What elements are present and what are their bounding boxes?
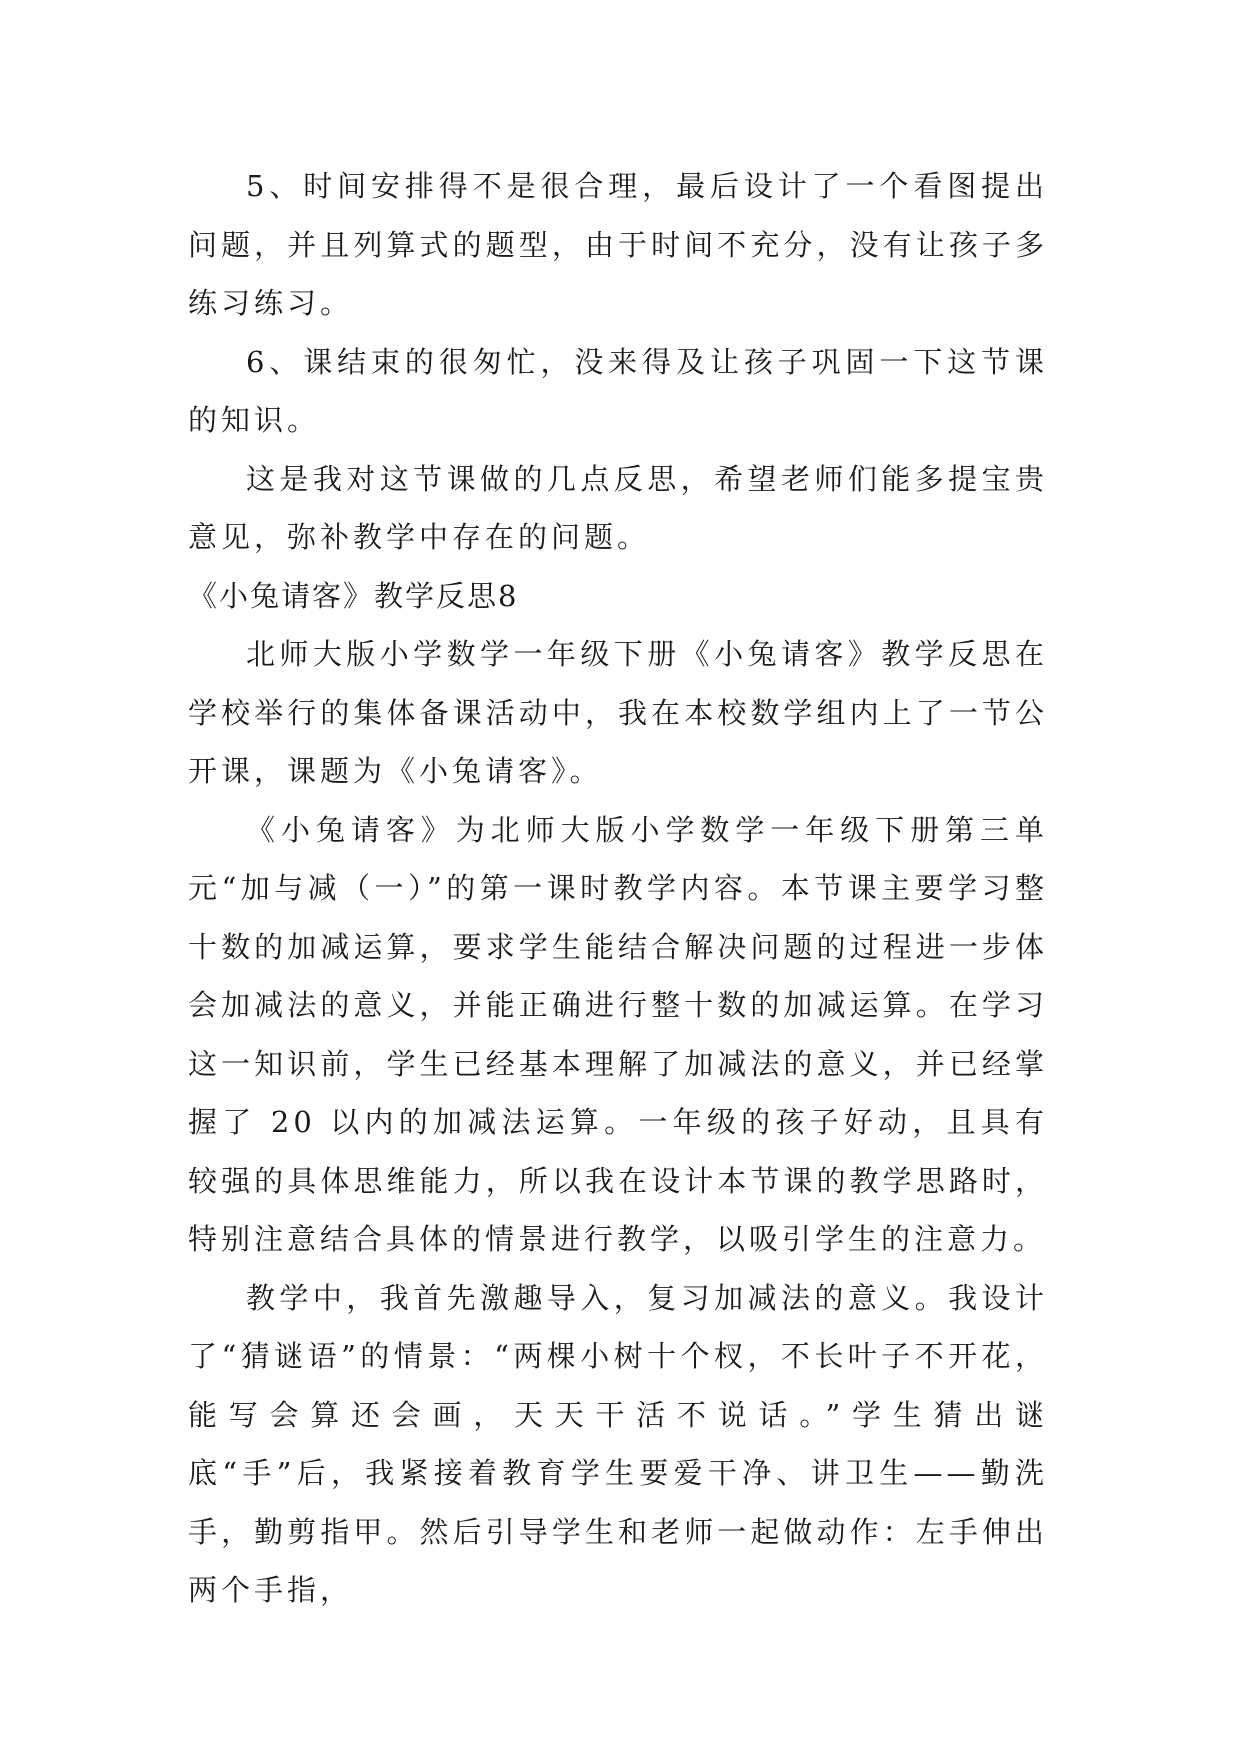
- paragraph-lesson-content: 《小兔请客》为北师大版小学数学一年级下册第三单元“加与减（一）”的第一课时教学内容。本节课主要学习整十数的加减运算，要求学生能结合解决问题的过程进一步体会加减法的意义，并能正确进行整十数的加减运算。在学习这一知识前，学生已经基本理解了加减法的意义，并已经掌握了 20 以内的加减法运算。一年级的孩子好动，且具有较强的具体思维能力，所以我在设计本节课的教学思路时，特别注意结合具体的情景进行教学，以吸引学生的注意力。: [188, 812, 1048, 1256]
- paragraph-reflection-6: 6、课结束的很匆忙，没来得及让孩子巩固一下这节课的知识。: [188, 344, 1048, 437]
- paragraph-reflection-5: 5、时间安排得不是很合理，最后设计了一个看图提出问题，并且列算式的题型，由于时间不充分，没有让孩子多练习练习。: [188, 169, 1048, 320]
- document-page: [188, 157, 1048, 1620]
- paragraph-intro: 北师大版小学数学一年级下册《小兔请客》教学反思在学校举行的集体备课活动中，我在本校数学组内上了一节公开课，课题为《小兔请客》。: [188, 637, 1048, 788]
- paragraph-teaching-process: 教学中，我首先激趣导入，复习加减法的意义。我设计了“猜谜语”的情景：“两棵小树十个杈，不长叶子不开花，能写会算还会画，天天干活不说话。”学生猜出谜底“手”后，我紧接着教育学生要爱干净、讲卫生——勤洗手，勤剪指甲。然后引导学生和老师一起做动作：左手伸出两个手指，: [188, 1280, 1048, 1607]
- paragraph-conclusion: 这是我对这节课做的几点反思，希望老师们能多提宝贵意见，弥补教学中存在的问题。: [188, 461, 1048, 554]
- section-heading: 《小兔请客》教学反思8: [188, 578, 519, 613]
